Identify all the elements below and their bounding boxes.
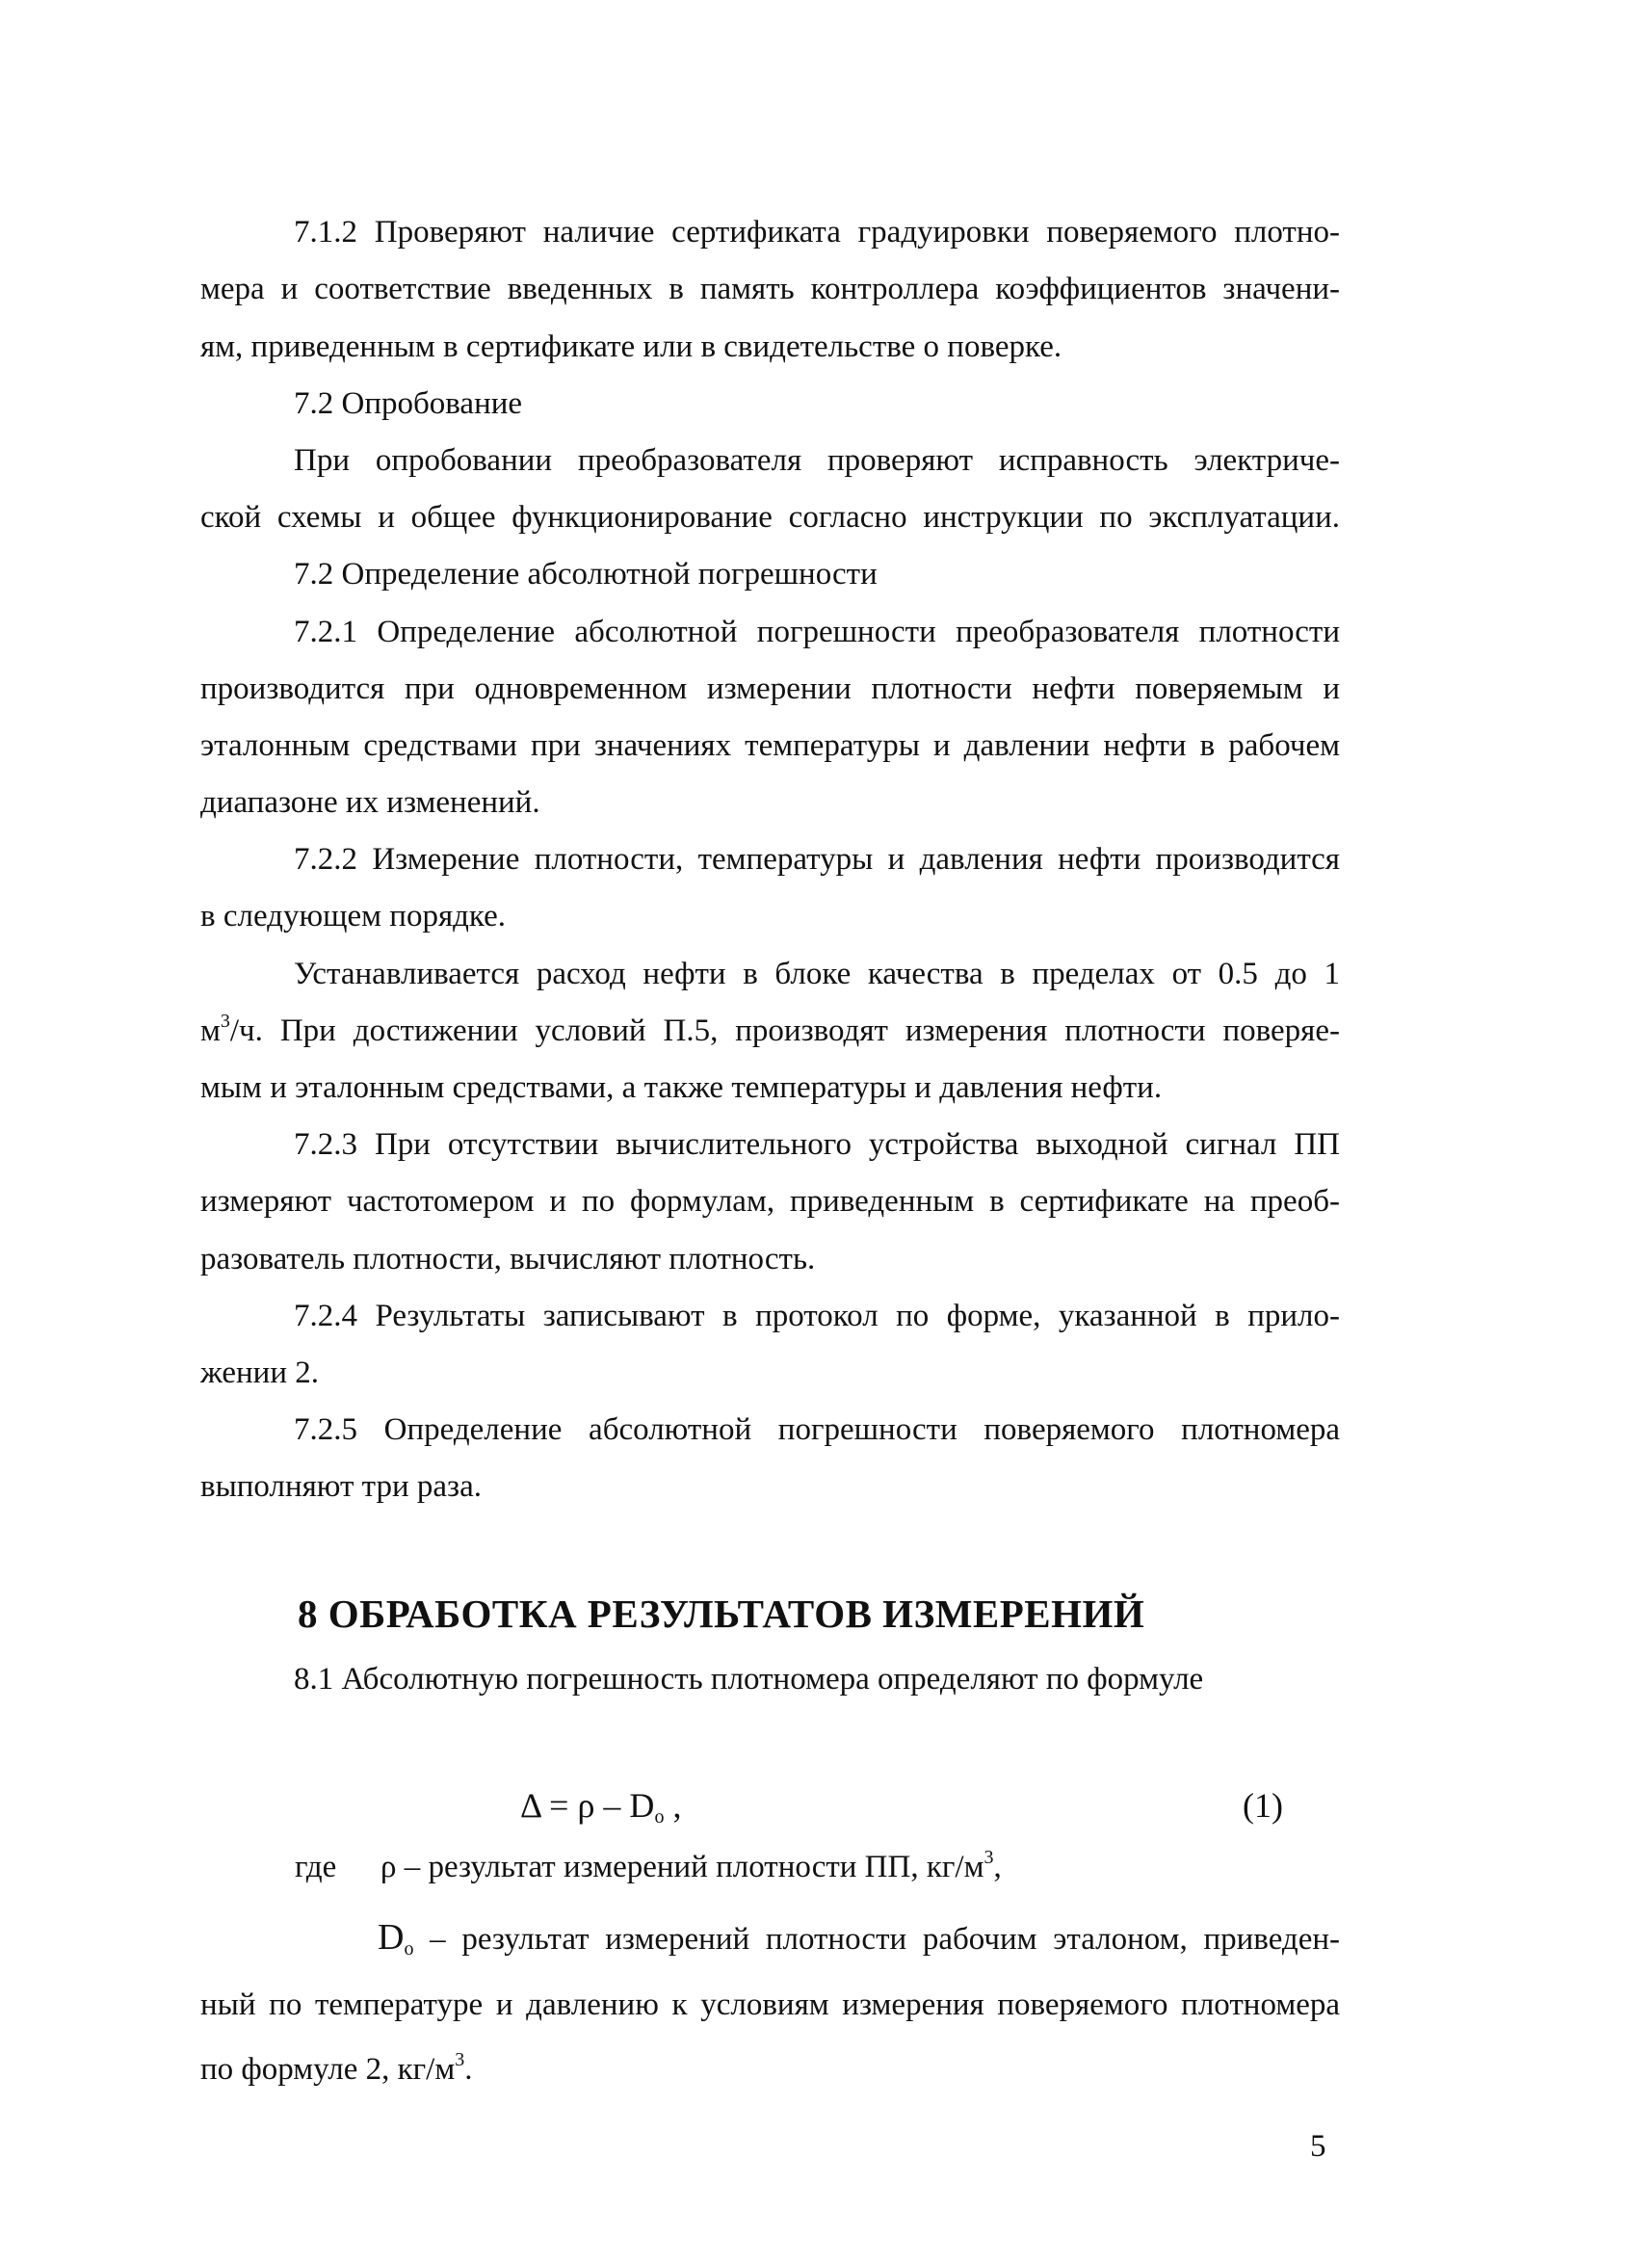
where-d0-line-1: $D_о$ – результат измерений плотности рабочим эталоном, приведен- <box>378 1917 1340 1960</box>
paragraph-7-2-4-line-1: 7.2.4 Результаты записывают в протокол по форме, указанной в прило- <box>294 1299 1340 1333</box>
where-rho-definition: ρ – результат измерений плотности ПП, $кг/м^3$, <box>380 1847 1002 1884</box>
paragraph-flow-line-2: $м^3/ч$. При достижении условий П.5, производят измерения плотности поверяе- <box>200 1011 1340 1048</box>
paragraph-7-2-1-line-2: производится при одновременном измерении плотности нефти поверяемым и <box>200 671 1340 706</box>
paragraph-8-1: 8.1 Абсолютную погрешность плотномера определяют по формуле <box>294 1662 1204 1697</box>
paragraph-flow-line-1: Устанавливается расход нефти в блоке качества в пределах от 0.5 до 1 <box>294 957 1340 991</box>
formula-1: $\Delta = \rho - D_о$ , <box>520 1786 682 1828</box>
paragraph-7-2-5-line-2: выполняют три раза. <box>200 1469 482 1504</box>
where-label: где <box>295 1850 337 1884</box>
paragraph-7-2-2-line-2: в следующем порядке. <box>200 899 507 934</box>
section-7-2-title: 7.2 Опробование <box>294 386 523 421</box>
paragraph-7-2-3-line-3: разователь плотности, вычисляют плотность. <box>200 1242 816 1276</box>
paragraph-flow-line-3: мым и эталонным средствами, а также температуры и давления нефти. <box>200 1070 1163 1105</box>
paragraph-7-1-2-line-3: ям, приведенным в сертификате или в свидетельстве о поверке. <box>200 329 1062 364</box>
paragraph-7-2-1-line-4: диапазоне их изменений. <box>200 785 540 820</box>
where-d0-line-2: ный по температуре и давлению к условиям измерения поверяемого плотномера <box>200 1987 1340 2022</box>
paragraph-7-2-2-line-1: 7.2.2 Измерение плотности, температуры и давления нефти производится <box>294 842 1340 877</box>
paragraph-7-1-2-line-1: 7.1.2 Проверяют наличие сертификата градуировки поверяемого плотно- <box>294 215 1340 250</box>
paragraph-7-1-2-line-2: мера и соответствие введенных в память контроллера коэффициентов значени- <box>200 272 1340 306</box>
where-d0-line-3: по формуле 2, $кг/м^3$. <box>200 2049 473 2087</box>
paragraph-7-2-line-1: При опробовании преобразователя проверяют исправность электриче- <box>294 443 1340 478</box>
formula-number: (1) <box>1243 1786 1283 1825</box>
section-7-2b-title: 7.2 Определение абсолютной погрешности <box>294 557 878 592</box>
paragraph-7-2-line-2: ской схемы и общее функционирование согласно инструкции по эксплуатации. <box>200 500 1340 535</box>
paragraph-7-2-1-line-1: 7.2.1 Определение абсолютной погрешности преобразователя плотности <box>294 615 1340 649</box>
section-8-heading: 8 ОБРАБОТКА РЕЗУЛЬТАТОВ ИЗМЕРЕНИЙ <box>298 1592 1145 1636</box>
paragraph-7-2-3-line-2: измеряют частотомером и по формулам, приведенным в сертификате на преоб- <box>200 1184 1340 1219</box>
paragraph-7-2-5-line-1: 7.2.5 Определение абсолютной погрешности поверяемого плотномера <box>294 1412 1340 1447</box>
paragraph-7-2-4-line-2: жении 2. <box>200 1355 319 1390</box>
paragraph-7-2-1-line-3: эталонным средствами при значениях температуры и давлении нефти в рабочем <box>200 728 1340 763</box>
paragraph-7-2-3-line-1: 7.2.3 При отсутствии вычислительного устройства выходной сигнал ПП <box>294 1127 1340 1162</box>
page-number: 5 <box>1310 2129 1326 2164</box>
